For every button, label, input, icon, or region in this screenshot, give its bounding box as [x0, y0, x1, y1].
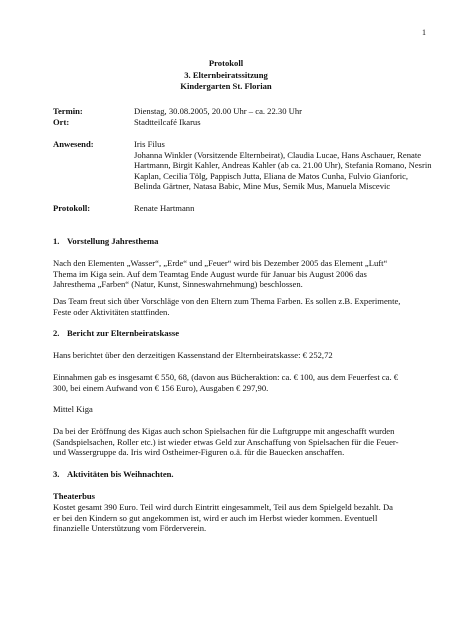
- anwesend-line: Hartmann, Birgit Kahler, Andreas Kahler (ab ca. 21.00 Uhr), Stefania Romano, Nesrin: [134, 160, 432, 171]
- text-line: Kostet gesamt 390 Euro. Teil wird durch Eintritt eingesammelt, Teil aus dem Spielgeld bezahlt. Da: [53, 502, 394, 512]
- text-line: (Sandspielsachen, Roller etc.) ist wieder etwas Geld zur Anschaffung von Spielsachen für die Feuer-: [53, 436, 399, 447]
- section-1-paragraph-2: [53, 296, 425, 317]
- title-line: 3. Elternbeiratssitzung: [184, 69, 268, 80]
- section-number: 2.: [53, 328, 60, 338]
- termin-label: Termin:: [53, 106, 83, 116]
- section-2-paragraph-2: [53, 372, 425, 393]
- section-title: Vorstellung Jahresthema: [67, 236, 159, 246]
- section-3-heading: [53, 469, 425, 480]
- document-title: [0, 58, 452, 93]
- text-line: Da bei der Eröffnung des Kigas auch schon Spielsachen für die Luftgruppe mit angeschafft wurden: [53, 426, 395, 436]
- section-3-paragraph-1: [53, 502, 425, 534]
- text-line: er bei den Kindern so gut angekommen ist, wird er auch im Herbst wieder kommen. Eventuell: [53, 512, 378, 523]
- anwesend-list: [134, 139, 434, 192]
- text-line: Thema im Kiga sein. Auf dem Teamtag Ende August wurde für Januar bis August 2006 das: [53, 268, 367, 279]
- section-3-subheading: Theaterbus: [53, 491, 96, 501]
- section-2-paragraph-1: Hans berichtet über den derzeitigen Kassenstand der Elternbeiratskasse: € 252,72: [53, 350, 333, 360]
- section-title: Aktivitäten bis Weihnachten.: [67, 469, 174, 479]
- title-line: Kindergarten St. Florian: [180, 81, 272, 91]
- section-number: 3.: [53, 469, 60, 479]
- anwesend-line: Johanna Winkler (Vorsitzende Elternbeirat), Claudia Lucae, Hans Aschauer, Renate: [134, 149, 422, 160]
- termin-value: Dienstag, 30.08.2005, 20.00 Uhr – ca. 22.30 Uhr: [134, 106, 303, 116]
- text-line: und Wassergruppe da. Iris wird Ostheimer-Figuren o.ä. für die Bauecken anschaffen.: [53, 447, 345, 458]
- text-line: Jahresthema „Farben“ (Natur, Kunst, Sinneswahrnehmung) beschlossen.: [53, 279, 303, 290]
- anwesend-line: Kaplan, Cecilia Tölg, Pappisch Jutta, Eliana de Matos Cunha, Fulvio Gianforic,: [134, 170, 409, 181]
- text-line: finanzielle Unterstützung vom Förderverein.: [53, 523, 207, 534]
- section-1-paragraph-1: [53, 258, 425, 290]
- section-1-heading: [53, 236, 425, 247]
- anwesend-line: Belinda Gärtner, Natasa Babic, Mine Mus, Semik Mus, Manuela Miscevic: [134, 181, 391, 192]
- protokoll-label: Protokoll:: [53, 203, 91, 213]
- page-number: 1: [422, 28, 426, 37]
- protokoll-value: Renate Hartmann: [134, 203, 195, 213]
- section-2-heading: [53, 328, 425, 339]
- section-2-paragraph-3: Mittel Kiga: [53, 404, 93, 414]
- section-number: 1.: [53, 236, 60, 246]
- text-line: 300, bei einem Aufwand von € 156 Euro), Ausgaben € 297,90.: [53, 382, 269, 393]
- anwesend-label: Anwesend:: [53, 139, 94, 149]
- text-line: Einnahmen gab es insgesamt € 550, 68, (davon aus Bücheraktion: ca. € 100, aus dem Feuerfest ca. €: [53, 372, 399, 382]
- text-line: Nach den Elementen „Wasser“, „Erde“ und „Feuer“ wird bis Dezember 2005 das Element „Luft“: [53, 258, 388, 268]
- anwesend-line: Iris Filus: [134, 139, 165, 149]
- text-line: Feste oder Aktivitäten stattfinden.: [53, 306, 170, 317]
- ort-label: Ort:: [53, 117, 70, 127]
- title-line: Protokoll: [208, 58, 244, 68]
- text-line: Das Team freut sich über Vorschläge von den Eltern zum Thema Farben. Es sollen z.B. Experimente,: [53, 296, 401, 306]
- section-2-paragraph-4: [53, 426, 425, 458]
- ort-value: Stadtteilcafé Ikarus: [134, 117, 201, 127]
- section-title: Bericht zur Elternbeiratskasse: [67, 328, 180, 338]
